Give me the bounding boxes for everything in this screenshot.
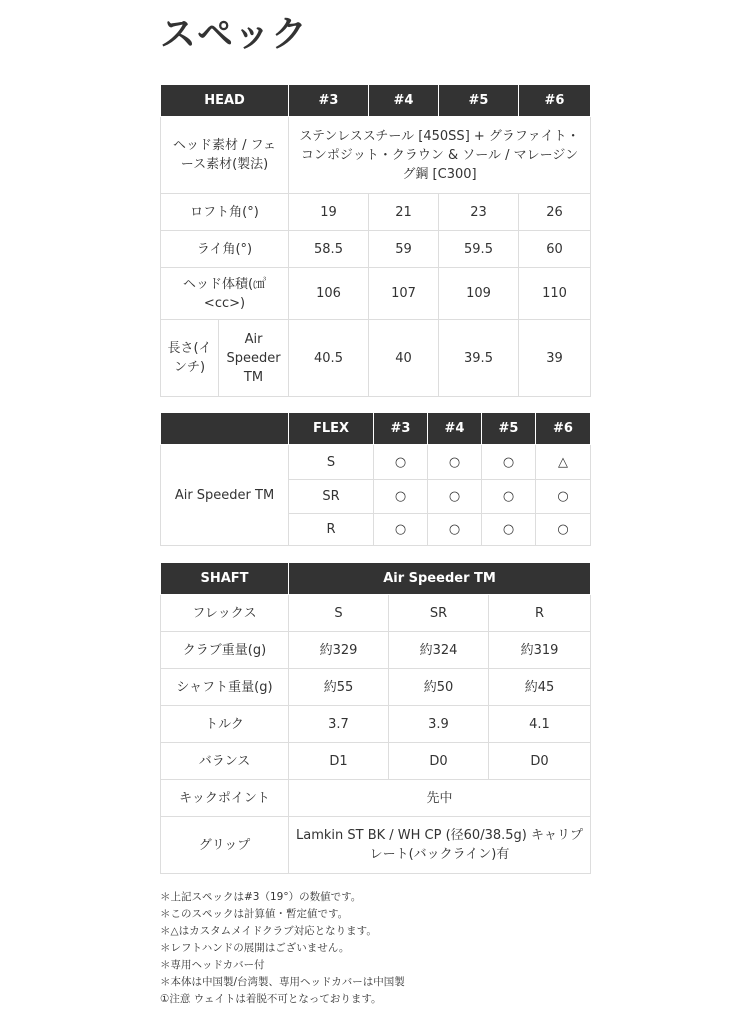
notes-list xyxy=(160,889,600,1008)
club-weight-s: 約329 xyxy=(289,632,389,669)
flex-header-empty xyxy=(161,413,289,445)
flex-header-4: #4 xyxy=(428,413,482,445)
shaft-table xyxy=(160,562,591,874)
head-spec-table xyxy=(160,84,591,397)
note-item: ＊上記スペックは#3（19°）の数値です。 xyxy=(160,891,362,903)
length-6: 39 xyxy=(519,320,591,397)
flex-s: S xyxy=(289,445,374,480)
flex-header: FLEX xyxy=(289,413,374,445)
loft-6: 26 xyxy=(519,194,591,231)
flex-sr-5: ○ xyxy=(482,480,536,514)
shaft-flex-r: R xyxy=(489,595,591,632)
note-item: ＊△はカスタムメイドクラブ対応となります。 xyxy=(160,925,377,937)
club-weight-sr: 約324 xyxy=(389,632,489,669)
flex-header-6: #6 xyxy=(536,413,591,445)
shaft-flex-label: フレックス xyxy=(161,595,289,632)
grip-value: Lamkin ST BK / WH CP (径60/38.5g) キャリプレート(バックライン)有 xyxy=(289,817,591,874)
volume-label: ヘッド体積(㎤<cc>) xyxy=(161,268,289,320)
length-5: 39.5 xyxy=(439,320,519,397)
flex-shaft-name: Air Speeder TM xyxy=(161,445,289,546)
shaft-weight-sr: 約50 xyxy=(389,669,489,706)
head-header-3: #3 xyxy=(289,85,369,117)
shaft-flex-s: S xyxy=(289,595,389,632)
lie-3: 58.5 xyxy=(289,231,369,268)
flex-r-4: ○ xyxy=(428,514,482,546)
flex-r-5: ○ xyxy=(482,514,536,546)
head-header-5: #5 xyxy=(439,85,519,117)
loft-3: 19 xyxy=(289,194,369,231)
kickpoint-value: 先中 xyxy=(289,780,591,817)
flex-r-3: ○ xyxy=(374,514,428,546)
balance-s: D1 xyxy=(289,743,389,780)
volume-5: 109 xyxy=(439,268,519,320)
material-label: ヘッド素材 / フェース素材(製法) xyxy=(161,117,289,194)
page-title: スペック xyxy=(160,14,309,55)
torque-s: 3.7 xyxy=(289,706,389,743)
flex-s-4: ○ xyxy=(428,445,482,480)
length-label: 長さ(インチ) xyxy=(161,320,219,397)
head-header-4: #4 xyxy=(369,85,439,117)
shaft-header-name: Air Speeder TM xyxy=(289,563,591,595)
shaft-flex-sr: SR xyxy=(389,595,489,632)
volume-4: 107 xyxy=(369,268,439,320)
flex-r: R xyxy=(289,514,374,546)
balance-sr: D0 xyxy=(389,743,489,780)
flex-s-6: △ xyxy=(536,445,591,480)
length-4: 40 xyxy=(369,320,439,397)
flex-header-3: #3 xyxy=(374,413,428,445)
volume-6: 110 xyxy=(519,268,591,320)
loft-5: 23 xyxy=(439,194,519,231)
lie-5: 59.5 xyxy=(439,231,519,268)
note-item: ＊専用ヘッドカバー付 xyxy=(160,959,265,971)
volume-3: 106 xyxy=(289,268,369,320)
flex-sr-3: ○ xyxy=(374,480,428,514)
flex-header-5: #5 xyxy=(482,413,536,445)
shaft-weight-label: シャフト重量(g) xyxy=(161,669,289,706)
length-shaft-label: Air Speeder TM xyxy=(219,320,289,397)
balance-r: D0 xyxy=(489,743,591,780)
torque-sr: 3.9 xyxy=(389,706,489,743)
note-item: ①注意 ウェイトは着脱不可となっております。 xyxy=(160,993,382,1005)
grip-label: グリップ xyxy=(161,817,289,874)
head-header-6: #6 xyxy=(519,85,591,117)
lie-4: 59 xyxy=(369,231,439,268)
head-header: HEAD xyxy=(161,85,289,117)
loft-label: ロフト角(°) xyxy=(161,194,289,231)
flex-sr-4: ○ xyxy=(428,480,482,514)
club-weight-label: クラブ重量(g) xyxy=(161,632,289,669)
club-weight-r: 約319 xyxy=(489,632,591,669)
shaft-header: SHAFT xyxy=(161,563,289,595)
lie-label: ライ角(°) xyxy=(161,231,289,268)
shaft-weight-r: 約45 xyxy=(489,669,591,706)
material-value: ステンレススチール [450SS] + グラファイト・コンポジット・クラウン & ソール / マレージング鋼 [C300] xyxy=(289,117,591,194)
note-item: ＊レフトハンドの展開はございません。 xyxy=(160,942,350,954)
kickpoint-label: キックポイント xyxy=(161,780,289,817)
torque-label: トルク xyxy=(161,706,289,743)
note-item: ＊本体は中国製/台湾製、専用ヘッドカバーは中国製 xyxy=(160,976,405,988)
flex-sr: SR xyxy=(289,480,374,514)
note-item: ＊このスペックは計算値・暫定値です。 xyxy=(160,908,349,920)
torque-r: 4.1 xyxy=(489,706,591,743)
shaft-weight-s: 約55 xyxy=(289,669,389,706)
flex-r-6: ○ xyxy=(536,514,591,546)
balance-label: バランス xyxy=(161,743,289,780)
length-3: 40.5 xyxy=(289,320,369,397)
flex-s-5: ○ xyxy=(482,445,536,480)
flex-s-3: ○ xyxy=(374,445,428,480)
loft-4: 21 xyxy=(369,194,439,231)
lie-6: 60 xyxy=(519,231,591,268)
flex-sr-6: ○ xyxy=(536,480,591,514)
flex-table xyxy=(160,412,591,546)
